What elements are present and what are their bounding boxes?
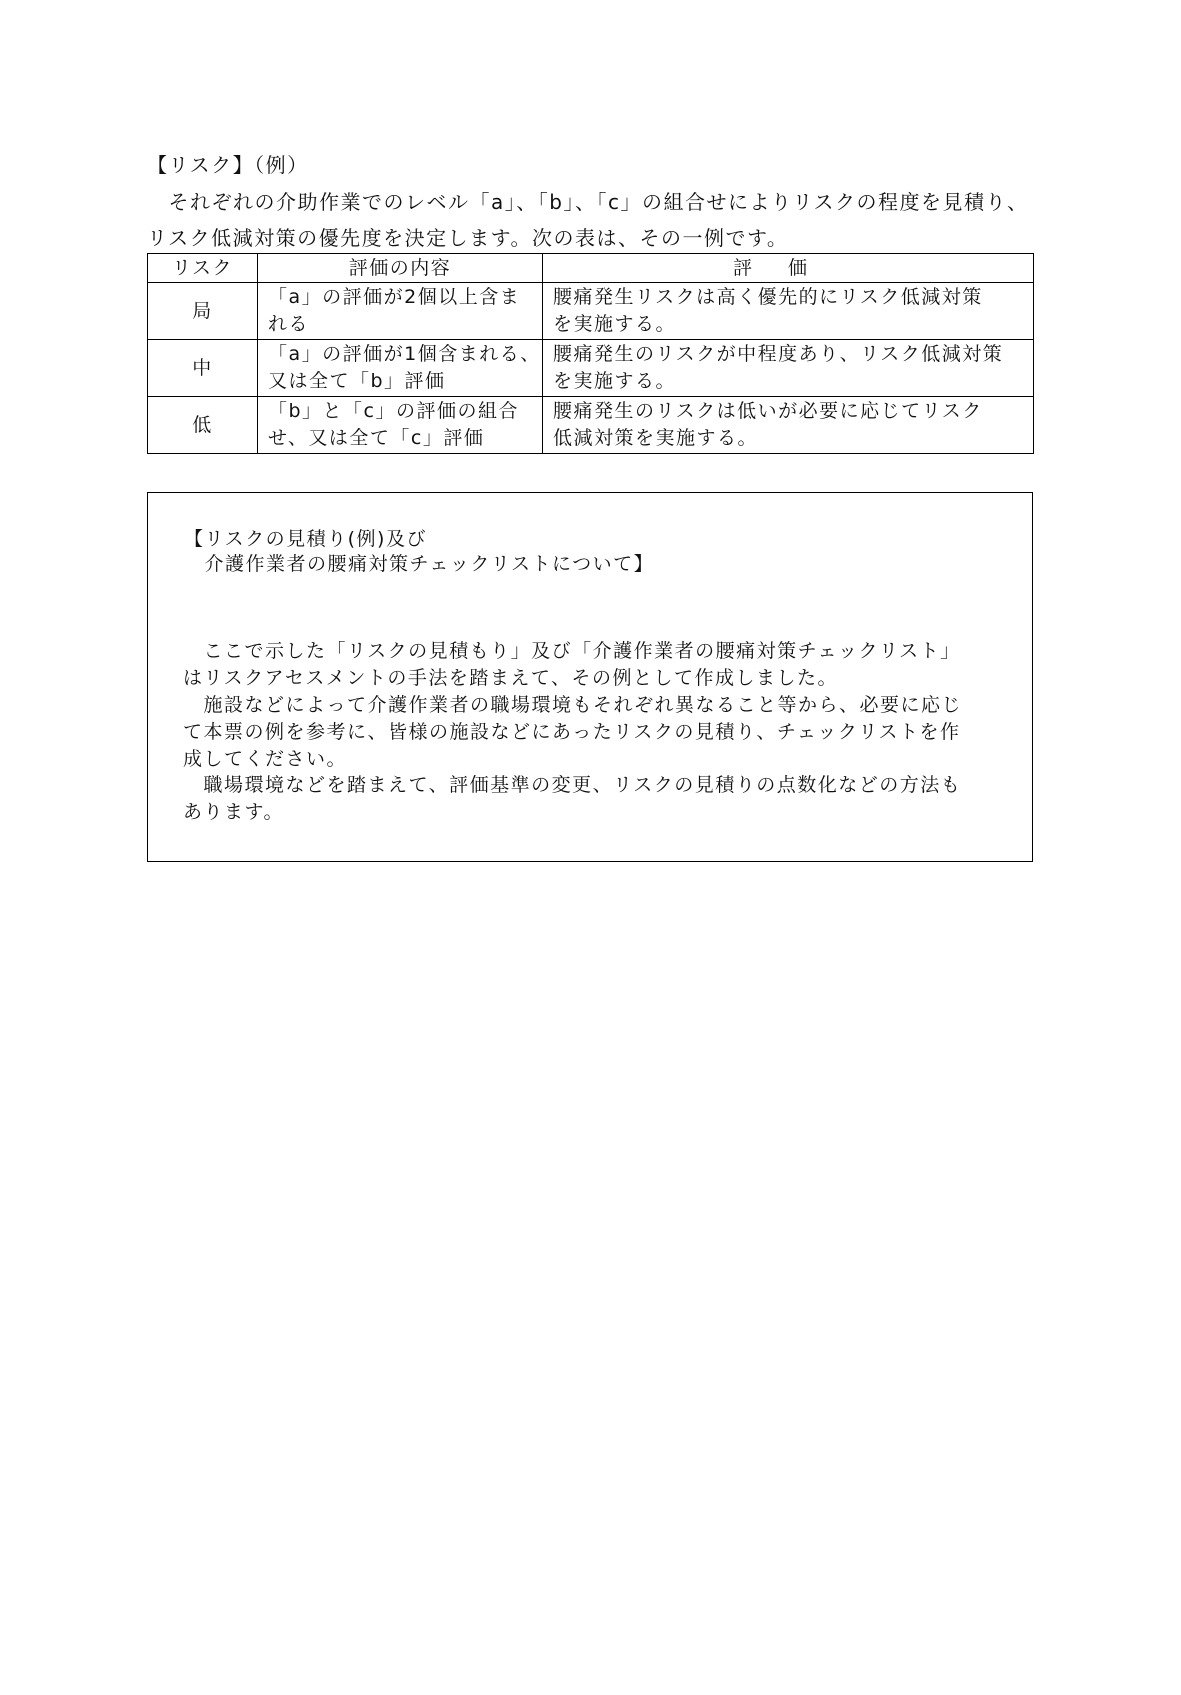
- evaluation-line: を実施する。: [553, 370, 677, 392]
- content-line: 「b」と「c」の評価の組合: [268, 400, 520, 422]
- content-cell: [258, 397, 543, 454]
- header-evaluation: 評価: [543, 254, 1034, 283]
- note-box: [147, 492, 1033, 862]
- note-body-line-5: 成してください。: [183, 748, 348, 770]
- risk-level-cell: 中: [148, 340, 258, 397]
- note-body-line-2: はリスクアセスメントの手法を踏まえて、その例として作成しました。: [183, 667, 839, 689]
- note-title-line-1: 【リスクの見積り(例)及び: [184, 528, 427, 550]
- risk-level-cell: 局: [148, 283, 258, 340]
- evaluation-line: 腰痛発生のリスクは低いが必要に応じてリスク: [553, 400, 983, 422]
- note-body-line-6: 職場環境などを踏まえて、評価基準の変更、リスクの見積りの点数化などの方法も: [183, 774, 962, 796]
- evaluation-line: 低減対策を実施する。: [553, 427, 759, 449]
- evaluation-line: 腰痛発生のリスクが中程度あり、リスク低減対策: [553, 343, 1004, 365]
- content-line: 「a」の評価が2個以上含ま: [268, 286, 521, 308]
- evaluation-cell: [543, 283, 1034, 340]
- table-row: [148, 340, 1034, 397]
- header-content: 評価の内容: [258, 254, 543, 283]
- content-line: 「a」の評価が1個含まれる、: [268, 343, 541, 365]
- risk-level-cell: 低: [148, 397, 258, 454]
- table-row: [148, 397, 1034, 454]
- note-body-line-1: ここで示した「リスクの見積もり」及び「介護作業者の腰痛対策チェックリスト」: [183, 640, 961, 662]
- evaluation-cell: [543, 397, 1034, 454]
- evaluation-line: を実施する。: [553, 313, 677, 335]
- note-body-line-7: あります。: [183, 801, 284, 823]
- note-body-line-3: 施設などによって介護作業者の職場環境もそれぞれ異なること等から、必要に応じ: [183, 694, 963, 716]
- content-line: れる: [268, 313, 310, 335]
- section-heading: 【リスク】（例）: [147, 153, 309, 177]
- intro-line-2: リスク低減対策の優先度を決定します。次の表は、その一例です。: [147, 226, 789, 250]
- content-line: せ、又は全て「c」評価: [268, 427, 485, 449]
- header-risk: リスク: [148, 254, 258, 283]
- evaluation-line: 腰痛発生リスクは高く優先的にリスク低減対策: [553, 286, 983, 308]
- note-body-line-4: て本票の例を参考に、皆様の施設などにあったリスクの見積り、チェックリストを作: [183, 721, 961, 743]
- content-line: 又は全て「b」評価: [268, 370, 446, 392]
- intro-line-1: それぞれの介助作業でのレベル「a」、「b」、「c」の組合せによりリスクの程度を見積り、: [147, 190, 1029, 214]
- note-title-line-2: 介護作業者の腰痛対策チェックリストについて】: [184, 553, 655, 575]
- risk-table: [147, 253, 1034, 454]
- evaluation-cell: [543, 340, 1034, 397]
- table-row: [148, 283, 1034, 340]
- table-header-row: [148, 254, 1034, 283]
- content-cell: [258, 283, 543, 340]
- content-cell: [258, 340, 543, 397]
